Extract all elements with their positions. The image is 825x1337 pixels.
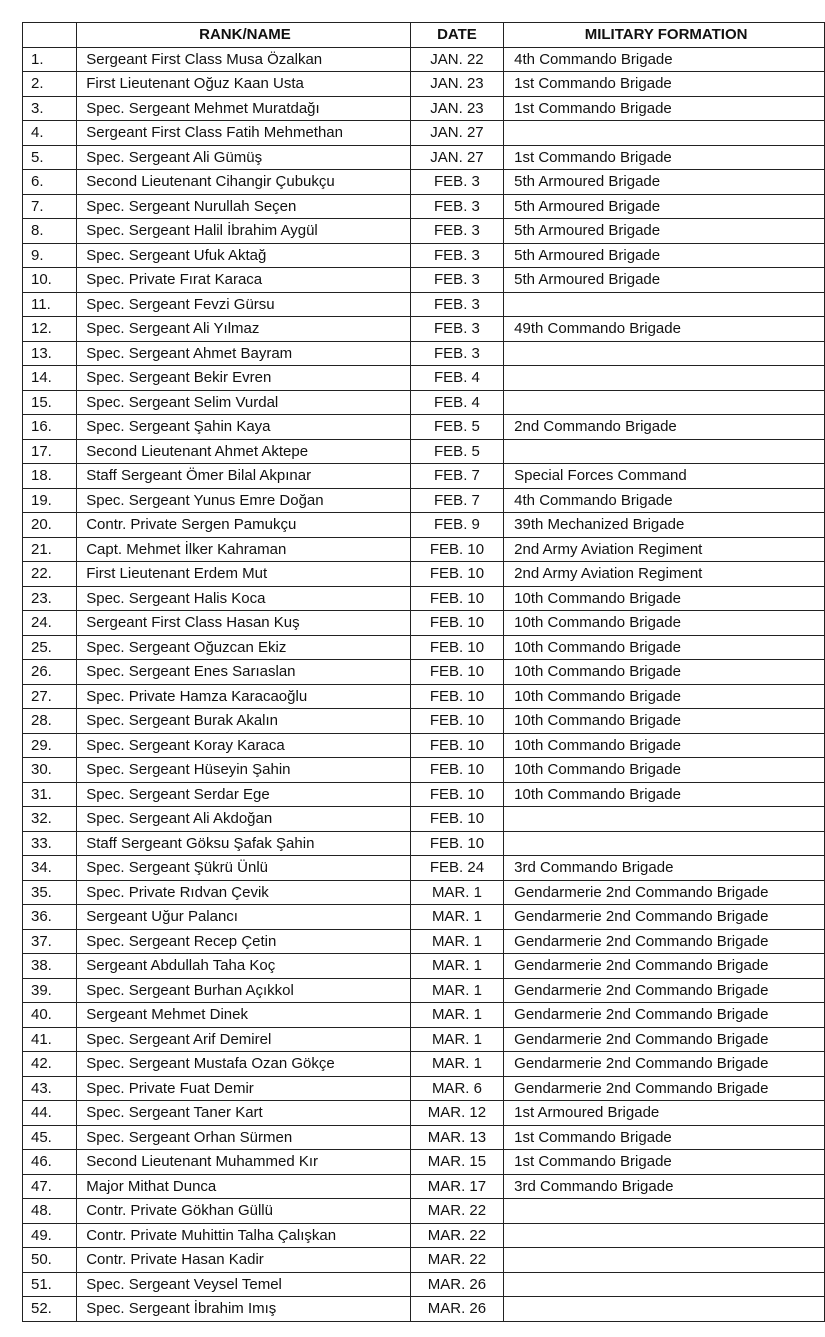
rank-name-cell: Spec. Sergeant Ali Yılmaz xyxy=(77,317,411,342)
rank-name-cell: Spec. Sergeant Halis Koca xyxy=(77,586,411,611)
row-number: 17. xyxy=(23,439,77,464)
date-cell: MAR. 1 xyxy=(410,978,503,1003)
row-number: 15. xyxy=(23,390,77,415)
table-row xyxy=(23,807,825,832)
rank-name-cell: Contr. Private Sergen Pamukçu xyxy=(77,513,411,538)
military-formation-cell: 5th Armoured Brigade xyxy=(504,243,825,268)
table-row xyxy=(23,1297,825,1322)
table-row xyxy=(23,268,825,293)
rank-name-cell: Sergeant First Class Hasan Kuş xyxy=(77,611,411,636)
casualty-table xyxy=(22,22,825,1322)
date-cell: FEB. 9 xyxy=(410,513,503,538)
table-body xyxy=(23,47,825,1321)
military-formation-cell xyxy=(504,1272,825,1297)
header-date: DATE xyxy=(410,23,503,48)
row-number: 7. xyxy=(23,194,77,219)
military-formation-cell xyxy=(504,366,825,391)
rank-name-cell: Major Mithat Dunca xyxy=(77,1174,411,1199)
table-row xyxy=(23,1052,825,1077)
date-cell: FEB. 10 xyxy=(410,758,503,783)
table-row xyxy=(23,782,825,807)
row-number: 13. xyxy=(23,341,77,366)
date-cell: MAR. 22 xyxy=(410,1199,503,1224)
header-military-formation: MILITARY FORMATION xyxy=(504,23,825,48)
date-cell: MAR. 26 xyxy=(410,1272,503,1297)
date-cell: FEB. 4 xyxy=(410,390,503,415)
date-cell: FEB. 5 xyxy=(410,439,503,464)
table-row xyxy=(23,292,825,317)
military-formation-cell: 49th Commando Brigade xyxy=(504,317,825,342)
date-cell: FEB. 5 xyxy=(410,415,503,440)
date-cell: MAR. 1 xyxy=(410,1027,503,1052)
military-formation-cell: 10th Commando Brigade xyxy=(504,586,825,611)
date-cell: MAR. 1 xyxy=(410,929,503,954)
rank-name-cell: Spec. Sergeant Yunus Emre Doğan xyxy=(77,488,411,513)
military-formation-cell xyxy=(504,807,825,832)
date-cell: FEB. 3 xyxy=(410,170,503,195)
row-number: 40. xyxy=(23,1003,77,1028)
table-row xyxy=(23,635,825,660)
rank-name-cell: Staff Sergeant Ömer Bilal Akpınar xyxy=(77,464,411,489)
row-number: 14. xyxy=(23,366,77,391)
date-cell: MAR. 1 xyxy=(410,905,503,930)
rank-name-cell: Sergeant Mehmet Dinek xyxy=(77,1003,411,1028)
rank-name-cell: Second Lieutenant Cihangir Çubukçu xyxy=(77,170,411,195)
table-row xyxy=(23,1027,825,1052)
rank-name-cell: Spec. Sergeant Serdar Ege xyxy=(77,782,411,807)
table-row xyxy=(23,513,825,538)
rank-name-cell: Spec. Sergeant Ali Gümüş xyxy=(77,145,411,170)
row-number: 47. xyxy=(23,1174,77,1199)
military-formation-cell: 10th Commando Brigade xyxy=(504,660,825,685)
row-number: 49. xyxy=(23,1223,77,1248)
table-row xyxy=(23,1003,825,1028)
date-cell: JAN. 22 xyxy=(410,47,503,72)
date-cell: FEB. 3 xyxy=(410,219,503,244)
military-formation-cell xyxy=(504,1223,825,1248)
row-number: 36. xyxy=(23,905,77,930)
rank-name-cell: Spec. Private Fuat Demir xyxy=(77,1076,411,1101)
rank-name-cell: Spec. Sergeant Fevzi Gürsu xyxy=(77,292,411,317)
military-formation-cell xyxy=(504,121,825,146)
military-formation-cell: 10th Commando Brigade xyxy=(504,782,825,807)
row-number: 51. xyxy=(23,1272,77,1297)
row-number: 11. xyxy=(23,292,77,317)
military-formation-cell: 39th Mechanized Brigade xyxy=(504,513,825,538)
table-row xyxy=(23,660,825,685)
table-row xyxy=(23,390,825,415)
table-row xyxy=(23,464,825,489)
military-formation-cell xyxy=(504,831,825,856)
row-number: 32. xyxy=(23,807,77,832)
date-cell: MAR. 17 xyxy=(410,1174,503,1199)
military-formation-cell: 10th Commando Brigade xyxy=(504,733,825,758)
rank-name-cell: Capt. Mehmet İlker Kahraman xyxy=(77,537,411,562)
table-row xyxy=(23,415,825,440)
date-cell: JAN. 27 xyxy=(410,145,503,170)
date-cell: MAR. 1 xyxy=(410,1003,503,1028)
date-cell: JAN. 23 xyxy=(410,96,503,121)
military-formation-cell: 2nd Army Aviation Regiment xyxy=(504,562,825,587)
table-row xyxy=(23,537,825,562)
military-formation-cell: 2nd Army Aviation Regiment xyxy=(504,537,825,562)
row-number: 38. xyxy=(23,954,77,979)
table-row xyxy=(23,684,825,709)
date-cell: FEB. 3 xyxy=(410,317,503,342)
rank-name-cell: Spec. Sergeant Burhan Açıkkol xyxy=(77,978,411,1003)
date-cell: MAR. 12 xyxy=(410,1101,503,1126)
row-number: 37. xyxy=(23,929,77,954)
date-cell: FEB. 3 xyxy=(410,194,503,219)
date-cell: FEB. 7 xyxy=(410,464,503,489)
rank-name-cell: Spec. Sergeant Orhan Sürmen xyxy=(77,1125,411,1150)
rank-name-cell: Spec. Sergeant İbrahim Imış xyxy=(77,1297,411,1322)
date-cell: MAR. 1 xyxy=(410,880,503,905)
table-row xyxy=(23,194,825,219)
date-cell: MAR. 1 xyxy=(410,954,503,979)
rank-name-cell: Spec. Sergeant Şahin Kaya xyxy=(77,415,411,440)
date-cell: FEB. 7 xyxy=(410,488,503,513)
military-formation-cell: 1st Commando Brigade xyxy=(504,1125,825,1150)
rank-name-cell: Spec. Sergeant Koray Karaca xyxy=(77,733,411,758)
row-number: 46. xyxy=(23,1150,77,1175)
military-formation-cell: 4th Commando Brigade xyxy=(504,47,825,72)
military-formation-cell: 10th Commando Brigade xyxy=(504,635,825,660)
military-formation-cell: 5th Armoured Brigade xyxy=(504,194,825,219)
row-number: 35. xyxy=(23,880,77,905)
rank-name-cell: Spec. Sergeant Selim Vurdal xyxy=(77,390,411,415)
date-cell: FEB. 3 xyxy=(410,341,503,366)
military-formation-cell: 5th Armoured Brigade xyxy=(504,170,825,195)
row-number: 22. xyxy=(23,562,77,587)
header-number xyxy=(23,23,77,48)
table-row xyxy=(23,1272,825,1297)
military-formation-cell: 1st Commando Brigade xyxy=(504,72,825,97)
rank-name-cell: Second Lieutenant Ahmet Aktepe xyxy=(77,439,411,464)
header-rank-name: RANK/NAME xyxy=(77,23,411,48)
date-cell: FEB. 10 xyxy=(410,684,503,709)
rank-name-cell: First Lieutenant Erdem Mut xyxy=(77,562,411,587)
table-row xyxy=(23,72,825,97)
military-formation-cell: 10th Commando Brigade xyxy=(504,758,825,783)
row-number: 8. xyxy=(23,219,77,244)
rank-name-cell: Sergeant Uğur Palancı xyxy=(77,905,411,930)
rank-name-cell: Spec. Private Fırat Karaca xyxy=(77,268,411,293)
rank-name-cell: Spec. Sergeant Bekir Evren xyxy=(77,366,411,391)
military-formation-cell: 4th Commando Brigade xyxy=(504,488,825,513)
military-formation-cell: Gendarmerie 2nd Commando Brigade xyxy=(504,1003,825,1028)
military-formation-cell: Gendarmerie 2nd Commando Brigade xyxy=(504,1052,825,1077)
table-row xyxy=(23,96,825,121)
date-cell: FEB. 10 xyxy=(410,782,503,807)
table-row xyxy=(23,905,825,930)
row-number: 20. xyxy=(23,513,77,538)
military-formation-cell xyxy=(504,341,825,366)
rank-name-cell: Spec. Private Rıdvan Çevik xyxy=(77,880,411,905)
rank-name-cell: Spec. Sergeant Veysel Temel xyxy=(77,1272,411,1297)
date-cell: FEB. 24 xyxy=(410,856,503,881)
date-cell: FEB. 10 xyxy=(410,660,503,685)
military-formation-cell: Gendarmerie 2nd Commando Brigade xyxy=(504,905,825,930)
military-formation-cell: 1st Commando Brigade xyxy=(504,145,825,170)
date-cell: FEB. 10 xyxy=(410,562,503,587)
rank-name-cell: Sergeant First Class Fatih Mehmethan xyxy=(77,121,411,146)
military-formation-cell: Gendarmerie 2nd Commando Brigade xyxy=(504,880,825,905)
military-formation-cell xyxy=(504,1199,825,1224)
row-number: 43. xyxy=(23,1076,77,1101)
date-cell: FEB. 4 xyxy=(410,366,503,391)
rank-name-cell: Sergeant First Class Musa Özalkan xyxy=(77,47,411,72)
military-formation-cell: Gendarmerie 2nd Commando Brigade xyxy=(504,978,825,1003)
row-number: 44. xyxy=(23,1101,77,1126)
table-row xyxy=(23,562,825,587)
date-cell: MAR. 26 xyxy=(410,1297,503,1322)
row-number: 39. xyxy=(23,978,77,1003)
rank-name-cell: Spec. Sergeant Ahmet Bayram xyxy=(77,341,411,366)
row-number: 30. xyxy=(23,758,77,783)
rank-name-cell: Spec. Private Hamza Karacaoğlu xyxy=(77,684,411,709)
row-number: 4. xyxy=(23,121,77,146)
row-number: 2. xyxy=(23,72,77,97)
military-formation-cell xyxy=(504,1297,825,1322)
rank-name-cell: Spec. Sergeant Şükrü Ünlü xyxy=(77,856,411,881)
row-number: 26. xyxy=(23,660,77,685)
rank-name-cell: Staff Sergeant Göksu Şafak Şahin xyxy=(77,831,411,856)
rank-name-cell: Spec. Sergeant Nurullah Seçen xyxy=(77,194,411,219)
rank-name-cell: Spec. Sergeant Hüseyin Şahin xyxy=(77,758,411,783)
military-formation-cell: Gendarmerie 2nd Commando Brigade xyxy=(504,929,825,954)
military-formation-cell: 2nd Commando Brigade xyxy=(504,415,825,440)
row-number: 52. xyxy=(23,1297,77,1322)
date-cell: MAR. 15 xyxy=(410,1150,503,1175)
row-number: 28. xyxy=(23,709,77,734)
table-row xyxy=(23,439,825,464)
date-cell: FEB. 10 xyxy=(410,586,503,611)
row-number: 45. xyxy=(23,1125,77,1150)
table-row xyxy=(23,145,825,170)
rank-name-cell: Spec. Sergeant Taner Kart xyxy=(77,1101,411,1126)
row-number: 33. xyxy=(23,831,77,856)
date-cell: MAR. 1 xyxy=(410,1052,503,1077)
rank-name-cell: Spec. Sergeant Arif Demirel xyxy=(77,1027,411,1052)
date-cell: FEB. 3 xyxy=(410,268,503,293)
table-row xyxy=(23,47,825,72)
table-row xyxy=(23,880,825,905)
date-cell: FEB. 10 xyxy=(410,733,503,758)
table-row xyxy=(23,929,825,954)
table-row xyxy=(23,170,825,195)
rank-name-cell: Spec. Sergeant Mehmet Muratdağı xyxy=(77,96,411,121)
header-row xyxy=(23,23,825,48)
row-number: 21. xyxy=(23,537,77,562)
rank-name-cell: Contr. Private Gökhan Güllü xyxy=(77,1199,411,1224)
military-formation-cell: 10th Commando Brigade xyxy=(504,709,825,734)
military-formation-cell xyxy=(504,390,825,415)
military-formation-cell: 10th Commando Brigade xyxy=(504,684,825,709)
military-formation-cell: Gendarmerie 2nd Commando Brigade xyxy=(504,1076,825,1101)
military-formation-cell xyxy=(504,292,825,317)
row-number: 12. xyxy=(23,317,77,342)
table-row xyxy=(23,1076,825,1101)
rank-name-cell: Spec. Sergeant Oğuzcan Ekiz xyxy=(77,635,411,660)
row-number: 24. xyxy=(23,611,77,636)
date-cell: MAR. 22 xyxy=(410,1248,503,1273)
table-row xyxy=(23,1150,825,1175)
rank-name-cell: Spec. Sergeant Recep Çetin xyxy=(77,929,411,954)
date-cell: FEB. 10 xyxy=(410,537,503,562)
military-formation-cell: 5th Armoured Brigade xyxy=(504,219,825,244)
rank-name-cell: Spec. Sergeant Ali Akdoğan xyxy=(77,807,411,832)
date-cell: JAN. 27 xyxy=(410,121,503,146)
military-formation-cell: Special Forces Command xyxy=(504,464,825,489)
military-formation-cell: 3rd Commando Brigade xyxy=(504,856,825,881)
date-cell: JAN. 23 xyxy=(410,72,503,97)
table-row xyxy=(23,856,825,881)
date-cell: FEB. 10 xyxy=(410,635,503,660)
military-formation-cell xyxy=(504,1248,825,1273)
military-formation-cell: 1st Armoured Brigade xyxy=(504,1101,825,1126)
table-row xyxy=(23,709,825,734)
table-row xyxy=(23,1223,825,1248)
table-row xyxy=(23,1101,825,1126)
row-number: 16. xyxy=(23,415,77,440)
rank-name-cell: Spec. Sergeant Mustafa Ozan Gökçe xyxy=(77,1052,411,1077)
table-row xyxy=(23,954,825,979)
military-formation-cell xyxy=(504,439,825,464)
row-number: 10. xyxy=(23,268,77,293)
table-row xyxy=(23,219,825,244)
table-row xyxy=(23,1199,825,1224)
row-number: 31. xyxy=(23,782,77,807)
date-cell: FEB. 10 xyxy=(410,709,503,734)
row-number: 6. xyxy=(23,170,77,195)
date-cell: FEB. 10 xyxy=(410,611,503,636)
rank-name-cell: Spec. Sergeant Ufuk Aktağ xyxy=(77,243,411,268)
row-number: 9. xyxy=(23,243,77,268)
row-number: 50. xyxy=(23,1248,77,1273)
table-row xyxy=(23,243,825,268)
row-number: 23. xyxy=(23,586,77,611)
row-number: 41. xyxy=(23,1027,77,1052)
military-formation-cell: Gendarmerie 2nd Commando Brigade xyxy=(504,954,825,979)
row-number: 18. xyxy=(23,464,77,489)
table-row xyxy=(23,1248,825,1273)
military-formation-cell: 10th Commando Brigade xyxy=(504,611,825,636)
date-cell: FEB. 3 xyxy=(410,292,503,317)
rank-name-cell: Spec. Sergeant Halil İbrahim Aygül xyxy=(77,219,411,244)
table-row xyxy=(23,611,825,636)
military-formation-cell: 5th Armoured Brigade xyxy=(504,268,825,293)
table-row xyxy=(23,121,825,146)
table-row xyxy=(23,1174,825,1199)
row-number: 29. xyxy=(23,733,77,758)
rank-name-cell: Spec. Sergeant Burak Akalın xyxy=(77,709,411,734)
table-row xyxy=(23,341,825,366)
table-row xyxy=(23,978,825,1003)
rank-name-cell: Contr. Private Hasan Kadir xyxy=(77,1248,411,1273)
military-formation-cell: 3rd Commando Brigade xyxy=(504,1174,825,1199)
rank-name-cell: Spec. Sergeant Enes Sarıaslan xyxy=(77,660,411,685)
rank-name-cell: First Lieutenant Oğuz Kaan Usta xyxy=(77,72,411,97)
table-row xyxy=(23,733,825,758)
row-number: 48. xyxy=(23,1199,77,1224)
row-number: 3. xyxy=(23,96,77,121)
date-cell: FEB. 10 xyxy=(410,807,503,832)
table-row xyxy=(23,586,825,611)
date-cell: MAR. 6 xyxy=(410,1076,503,1101)
date-cell: FEB. 3 xyxy=(410,243,503,268)
military-formation-cell: Gendarmerie 2nd Commando Brigade xyxy=(504,1027,825,1052)
row-number: 27. xyxy=(23,684,77,709)
date-cell: FEB. 10 xyxy=(410,831,503,856)
rank-name-cell: Second Lieutenant Muhammed Kır xyxy=(77,1150,411,1175)
table-row xyxy=(23,758,825,783)
date-cell: MAR. 13 xyxy=(410,1125,503,1150)
row-number: 5. xyxy=(23,145,77,170)
table-row xyxy=(23,317,825,342)
row-number: 25. xyxy=(23,635,77,660)
row-number: 1. xyxy=(23,47,77,72)
row-number: 19. xyxy=(23,488,77,513)
table-row xyxy=(23,488,825,513)
table-row xyxy=(23,831,825,856)
row-number: 42. xyxy=(23,1052,77,1077)
table-row xyxy=(23,1125,825,1150)
military-formation-cell: 1st Commando Brigade xyxy=(504,96,825,121)
table-row xyxy=(23,366,825,391)
rank-name-cell: Contr. Private Muhittin Talha Çalışkan xyxy=(77,1223,411,1248)
rank-name-cell: Sergeant Abdullah Taha Koç xyxy=(77,954,411,979)
date-cell: MAR. 22 xyxy=(410,1223,503,1248)
military-formation-cell: 1st Commando Brigade xyxy=(504,1150,825,1175)
row-number: 34. xyxy=(23,856,77,881)
